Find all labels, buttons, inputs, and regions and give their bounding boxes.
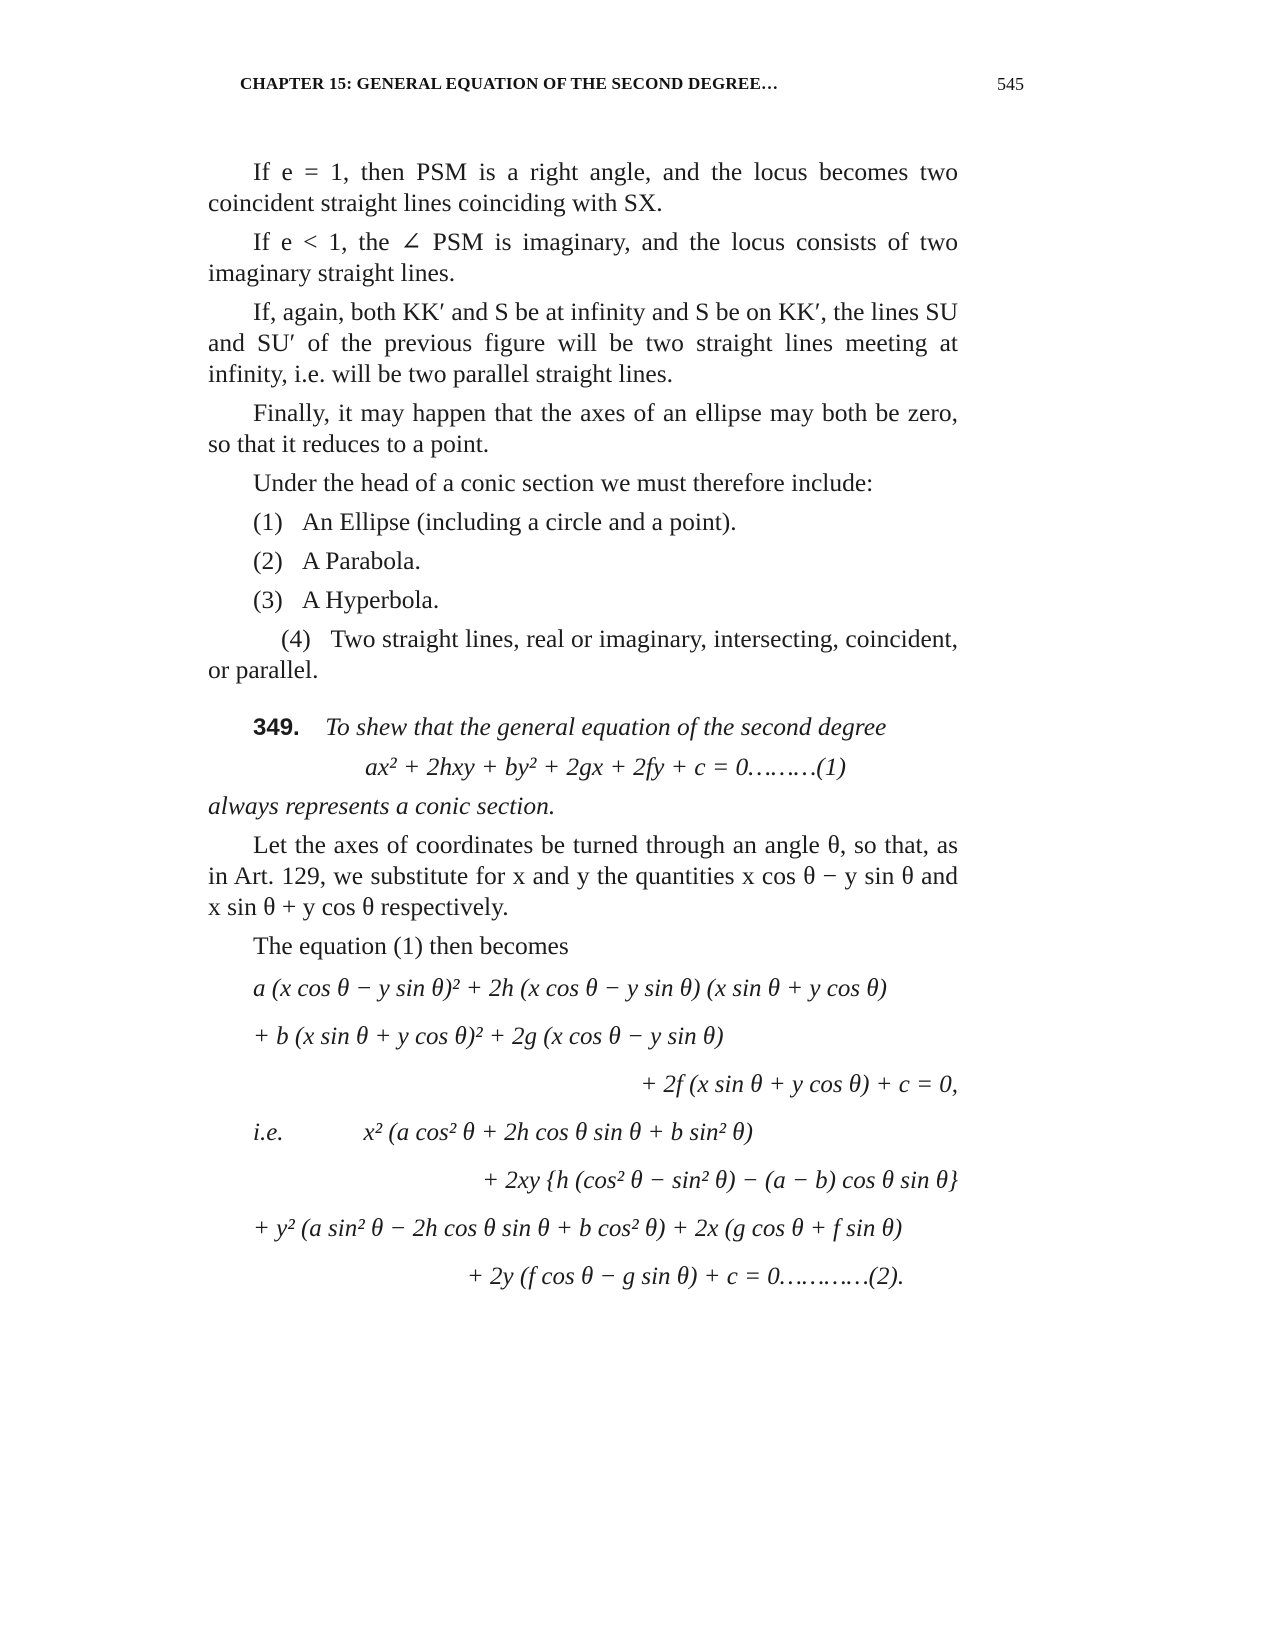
- page-number: 545: [997, 74, 1024, 94]
- paragraph-point-ellipse: Finally, it may happen that the axes of an ellipse may both be zero, so that it reduces to a point.: [208, 398, 958, 458]
- running-head: CHAPTER 15: GENERAL EQUATION OF THE SECOND DEGREE…: [240, 74, 779, 93]
- general-equation: ax² + 2hxy + by² + 2gx + 2fy + c = 0………(1): [364, 752, 847, 781]
- list-item: (4) Two straight lines, real or imaginary, intersecting, coincident, or parallel.: [208, 624, 958, 684]
- equation-line: + 2xy {h (cos² θ − sin² θ) − (a − b) cos θ sin θ}: [482, 1167, 958, 1194]
- paragraph-e-equals-1: If e = 1, then PSM is a right angle, and the locus becomes two coincident straight lines coinciding with SX.: [208, 157, 958, 217]
- article-conclusion: always represents a conic section.: [208, 791, 556, 820]
- list-item: (2) A Parabola.: [253, 546, 421, 575]
- list-item: (1) An Ellipse (including a circle and a point).: [253, 507, 737, 536]
- equation-line: i.e. x² (a cos² θ + 2h cos θ sin θ + b sin² θ): [253, 1119, 753, 1146]
- list-item: (3) A Hyperbola.: [253, 585, 440, 614]
- equation-line: a (x cos θ − y sin θ)² + 2h (x cos θ − y sin θ) (x sin θ + y cos θ): [253, 975, 887, 1002]
- equation-line: + 2f (x sin θ + y cos θ) + c = 0,: [640, 1071, 958, 1098]
- conic-list: [208, 506, 958, 685]
- article-statement: To shew that the general equation of the second degree: [325, 712, 887, 741]
- article-heading: [208, 711, 958, 743]
- article-number: 349.: [253, 714, 300, 741]
- equation-line: + y² (a sin² θ − 2h cos θ sin θ + b cos² θ) + 2x (g cos θ + f sin θ): [253, 1215, 903, 1242]
- paragraph-infinity: If, again, both KK′ and S be at infinity and S be on KK′, the lines SU and SU′ of the previous figure will be two straight lines meeting at infinity, i.e. will be two parallel straight lines.: [208, 297, 958, 388]
- page-body: [208, 156, 958, 1305]
- paragraph-e-less-1: If e < 1, the ∠ PSM is imaginary, and the locus consists of two imaginary straight lines.: [208, 227, 958, 287]
- paragraph-equation-becomes: The equation (1) then becomes: [253, 931, 569, 960]
- paragraph-conic-include: Under the head of a conic section we must therefore include:: [253, 468, 874, 497]
- derivation: [208, 969, 958, 1297]
- paragraph-rotate-axes: Let the axes of coordinates be turned through an angle θ, so that, as in Art. 129, we substitute for x and y the quantities x cos θ − y sin θ and x sin θ + y cos θ respectively.: [208, 830, 958, 921]
- equation-line: + b (x sin θ + y cos θ)² + 2g (x cos θ − y sin θ): [253, 1023, 724, 1050]
- equation-line: + 2y (f cos θ − g sin θ) + c = 0…………(2).: [466, 1263, 905, 1290]
